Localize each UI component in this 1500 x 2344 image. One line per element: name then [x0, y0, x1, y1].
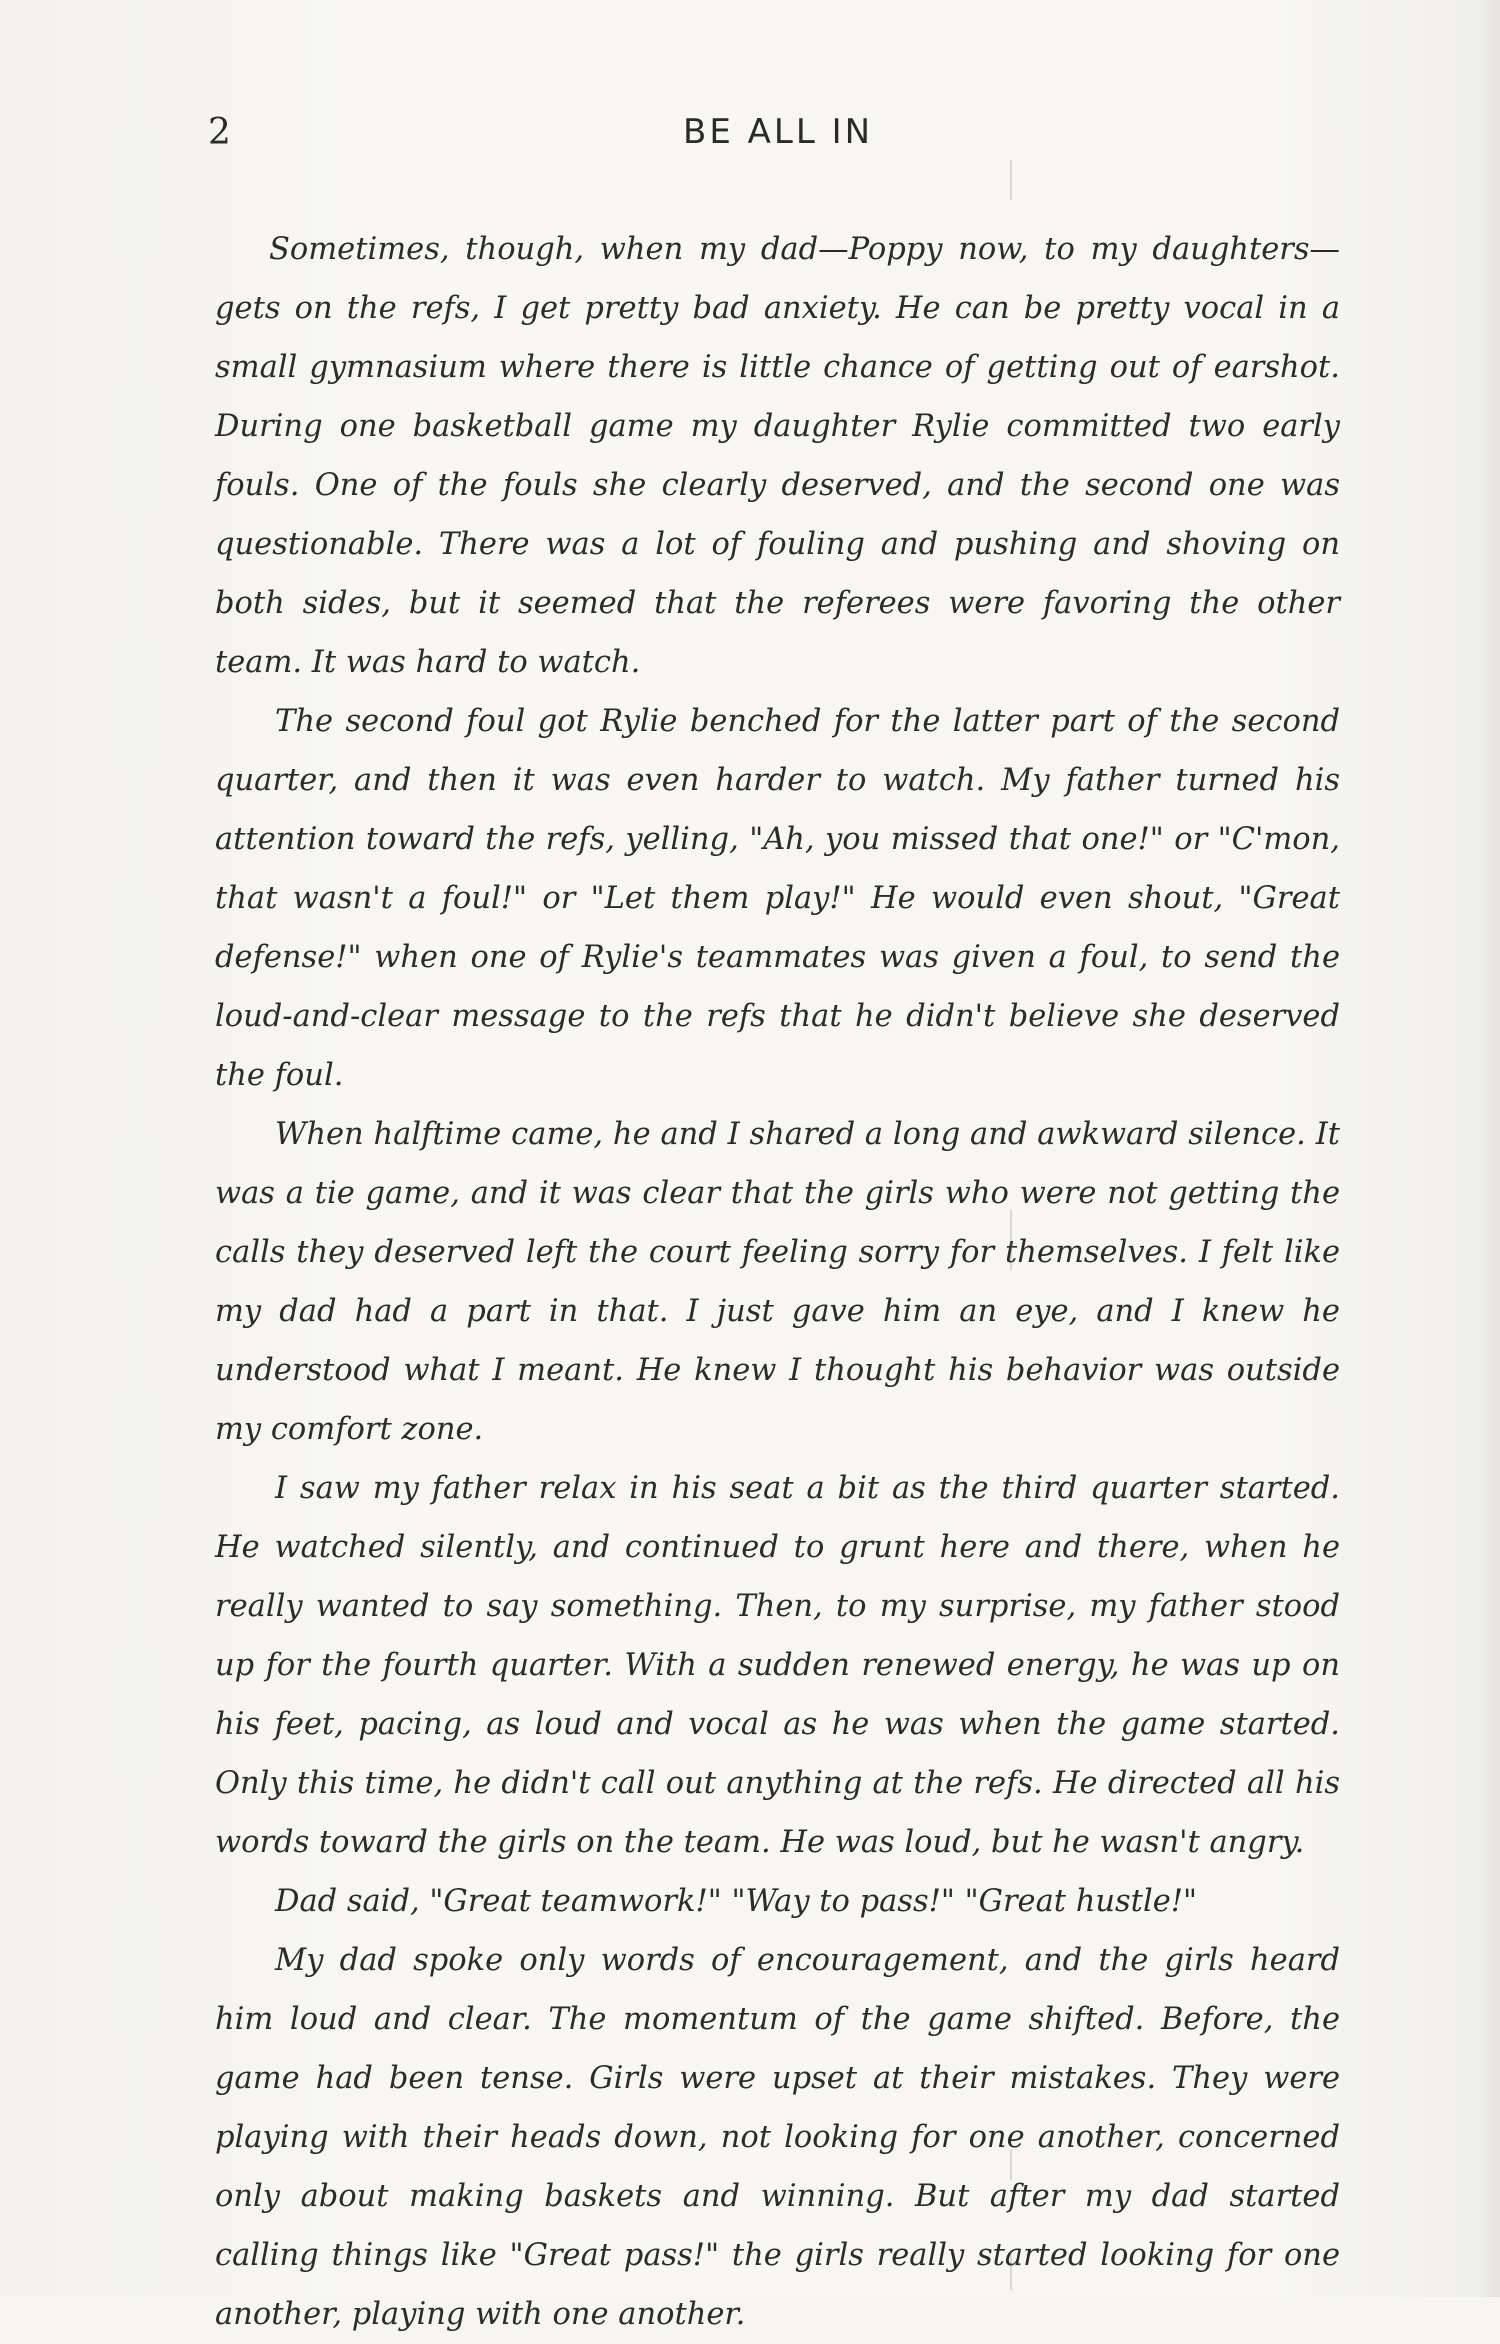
running-head: BE ALL IN — [683, 112, 874, 152]
paragraph: Sometimes, though, when my dad—Poppy now, to my daughters—gets on the refs, I get pretty bad anxiety. He can be pretty vocal in a small gymnasium where there is little chance of getting out of earshot. During one basketball game my daughter Rylie committed two early fouls. One of the fouls she clearly deserved, and the second one was questionable. There was a lot of fouling and pushing and shoving on both sides, but it seemed that the referees were favoring the other team. It was hard to watch. — [215, 232, 1340, 680]
scan-artifact — [1010, 160, 1012, 2297]
paragraph: Dad said, "Great teamwork!" "Way to pass!" "Great hustle!" — [275, 1884, 1198, 1919]
page-number: 2 — [208, 112, 231, 153]
paragraph: My dad spoke only words of encouragement, and the girls heard him loud and clear. The momentum of the game shifted. Before, the game had been tense. Girls were upset at their mistakes. They were playing with their heads down, not looking for one another, concerned only about making baskets and winning. But after my dad started calling things like "Great pass!" the girls really started looking for one another, playing with one another. — [215, 1943, 1340, 2332]
page-header — [0, 108, 1500, 158]
scan-speck — [1010, 160, 1012, 200]
body-text — [215, 220, 1340, 2344]
scan-speck — [1010, 2150, 1012, 2180]
scan-speck — [1010, 1210, 1012, 1270]
page-edge-shadow — [1478, 0, 1500, 2297]
paragraph: I saw my father relax in his seat a bit as the third quarter started. He watched silently, and continued to grunt here and there, when he really wanted to say something. Then, to my surprise, my father stood up for the fourth quarter. With a sudden renewed energy, he was up on his feet, pacing, as loud and vocal as he was when the game started. Only this time, he didn't call out anything at the refs. He directed all his words toward the girls on the team. He was loud, but he wasn't angry. — [215, 1471, 1340, 1860]
paragraph: When halftime came, he and I shared a long and awkward silence. It was a tie game, and it was clear that the girls who were not getting the calls they deserved left the court feeling sorry for themselves. I felt like my dad had a part in that. I just gave him an eye, and I knew he understood what I meant. He knew I thought his behavior was outside my comfort zone. — [215, 1117, 1340, 1447]
scan-speck — [1010, 2250, 1012, 2290]
paragraph: The second foul got Rylie benched for the latter part of the second quarter, and then it was even harder to watch. My father turned his attention toward the refs, yelling, "Ah, you missed that one!" or "C'mon, that wasn't a foul!" or "Let them play!" He would even shout, "Great defense!" when one of Rylie's teammates was given a foul, to send the loud-and-clear message to the refs that he didn't believe she deserved the foul. — [215, 704, 1340, 1093]
